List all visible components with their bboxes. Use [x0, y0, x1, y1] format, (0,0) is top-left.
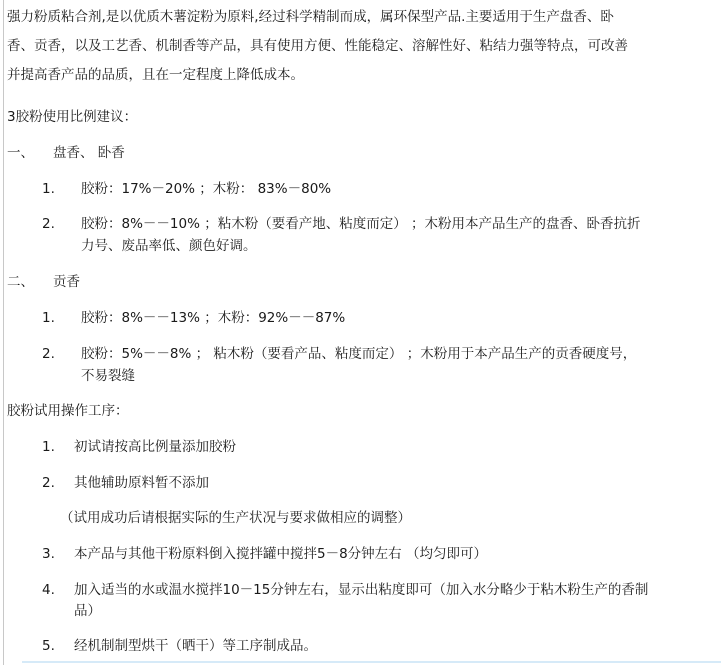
intro-line-1: 强力粉质粘合剂,是以优质木薯淀粉为原料,经过科学精制而成，属环保型产品.主要适用于生产盘香、卧	[7, 9, 614, 25]
proc-step3-text: 本产品与其他干粉原料倒入搅拌罐中搅拌5－8分钟左右 （均匀即可）	[74, 546, 487, 562]
proc-step4-line1: 加入适当的水或温水搅拌10－15分钟左右，显示出粘度即可（加入水分略少于粘木粉生产的香制	[74, 582, 649, 598]
proc-step5-num: 5.	[42, 638, 55, 654]
ratio-heading: 3胶粉使用比例建议：	[7, 109, 138, 125]
s1-item2-line1: 胶粉：8%－－10% ；粘木粉（要看产地、粘度而定） ；木粉用本产品生产的盘香、卧香抗折	[81, 216, 641, 232]
proc-step2-num: 2.	[42, 475, 55, 491]
s2-item2-line2: 不易裂缝	[81, 368, 135, 384]
section2-number: 二、	[7, 274, 34, 290]
proc-step2-text: 其他辅助原料暂不添加	[74, 475, 209, 491]
proc-step1-text: 初试请按高比例量添加胶粉	[74, 439, 236, 455]
s1-item2-line2: 力号、废品率低、颜色好调。	[81, 238, 257, 254]
left-border	[3, 0, 4, 665]
section1-title: 盘香、 卧香	[53, 145, 125, 161]
proc-step4-line2: 品）	[74, 603, 101, 619]
s1-item1-num: 1.	[42, 181, 55, 197]
s2-item2-num: 2.	[42, 346, 55, 362]
proc-note: （试用成功后请根据实际的生产状况与要求做相应的调整）	[60, 510, 411, 526]
s1-item2-num: 2.	[42, 216, 55, 232]
s1-item1-text: 胶粉：17%－20% ；木粉： 83%－80%	[81, 181, 332, 197]
bottom-divider	[22, 661, 721, 663]
s2-item2-line1: 胶粉：5%－－8% ； 粘木粉（要看产品、粘度而定） ；木粉用于本产品生产的贡香硬度号，	[81, 346, 637, 362]
intro-line-3: 并提高香产品的品质，且在一定程度上降低成本。	[7, 67, 304, 83]
procedure-heading: 胶粉试用操作工序：	[7, 403, 129, 419]
intro-line-2: 香、贡香，以及工艺香、机制香等产品，具有使用方便、性能稳定、溶解性好、粘结力强等特点，可改善	[7, 38, 628, 54]
section2-title: 贡香	[53, 274, 80, 290]
section1-number: 一、	[7, 145, 34, 161]
proc-step1-num: 1.	[42, 439, 55, 455]
proc-step5-text: 经机制制型烘干（晒干）等工序制成品。	[74, 638, 317, 654]
proc-step3-num: 3.	[42, 546, 55, 562]
proc-step4-num: 4.	[42, 582, 55, 598]
s2-item1-text: 胶粉：8%－－13% ；木粉：92%－－87%	[81, 310, 346, 326]
s2-item1-num: 1.	[42, 310, 55, 326]
